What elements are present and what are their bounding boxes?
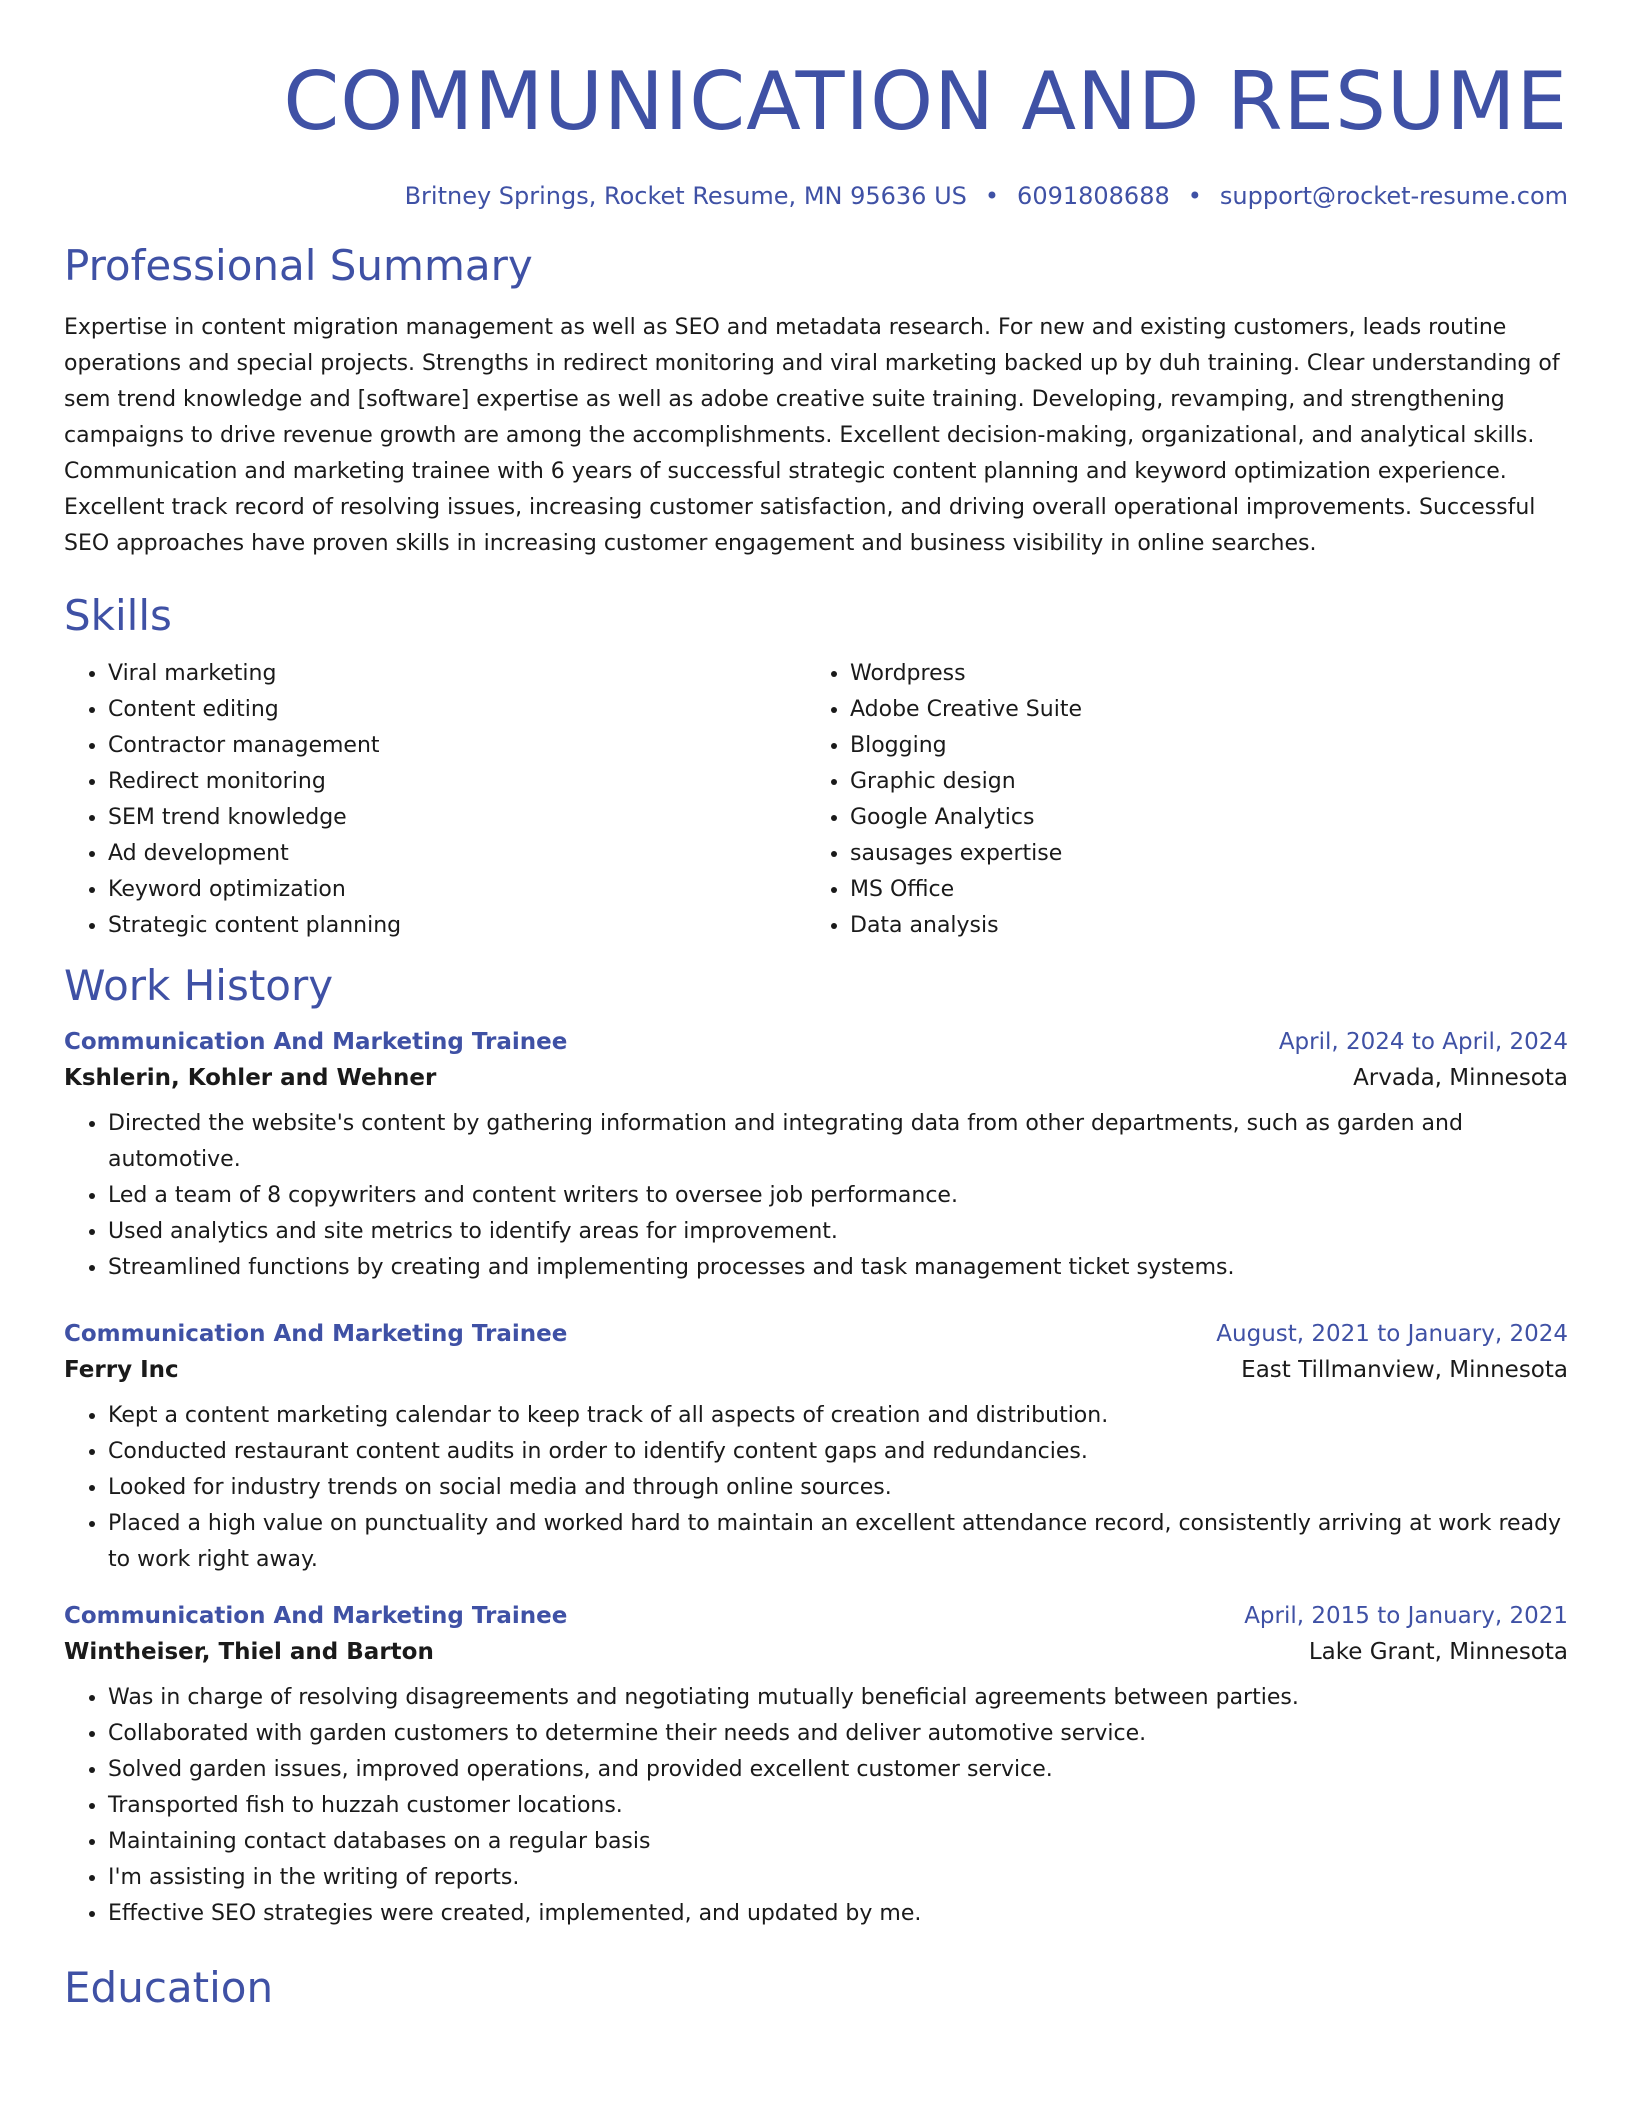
skills-column-left — [64, 656, 806, 944]
job-bullet: • Led a team of 8 copywriters and content writers to oversee job performance. — [108, 1178, 1568, 1214]
job-bullet: • Effective SEO strategies were created, implemented, and updated by me. — [108, 1896, 1568, 1932]
job-bullet: • Directed the website's content by gathering information and integrating data from other departments, such as garden and automotive. — [108, 1106, 1568, 1178]
skill-item: • MS Office — [850, 872, 1548, 908]
job-bullets — [64, 1106, 1568, 1286]
job-entry — [64, 1316, 1568, 1578]
contact-line — [64, 180, 1568, 212]
job-bullet: • Kept a content marketing calendar to keep track of all aspects of creation and distribution. — [108, 1398, 1568, 1434]
skill-item: • Content editing — [108, 692, 806, 728]
job-location: Lake Grant, Minnesota — [1308, 1639, 1568, 1665]
contact-separator: • — [984, 182, 1000, 210]
skills-heading: Skills — [64, 591, 172, 640]
job-title: Communication And Marketing Trainee — [64, 1321, 568, 1347]
education-heading: Education — [64, 1963, 274, 2012]
job-bullet: • Transported fish to huzzah customer locations. — [108, 1788, 1568, 1824]
job-bullet: • I'm assisting in the writing of reports. — [108, 1860, 1568, 1896]
resume-name: COMMUNICATION AND RESUME — [283, 55, 1568, 148]
contact-phone: 6091808688 — [1017, 182, 1170, 210]
job-bullets — [64, 1398, 1568, 1578]
summary-heading: Professional Summary — [64, 241, 533, 290]
skill-item: • Ad development — [108, 836, 806, 872]
job-bullet: • Placed a high value on punctuality and worked hard to maintain an excellent attendance record, consistently arriving at work ready to work right away. — [108, 1506, 1568, 1578]
skill-item: • Viral marketing — [108, 656, 806, 692]
job-company: Ferry Inc — [64, 1357, 179, 1383]
job-bullet: • Maintaining contact databases on a regular basis — [108, 1824, 1568, 1860]
skill-item: • Adobe Creative Suite — [850, 692, 1548, 728]
job-bullet: • Solved garden issues, improved operations, and provided excellent customer service. — [108, 1752, 1568, 1788]
contact-separator: • — [1187, 182, 1202, 210]
job-bullet: • Streamlined functions by creating and implementing processes and task management ticket systems. — [108, 1250, 1568, 1286]
job-entry — [64, 1024, 1568, 1286]
skill-item: • Wordpress — [850, 656, 1548, 692]
job-bullet: • Used analytics and site metrics to identify areas for improvement. — [108, 1214, 1568, 1250]
job-company: Kshlerin, Kohler and Wehner — [64, 1065, 437, 1091]
skill-item: • Graphic design — [850, 764, 1548, 800]
job-bullets — [64, 1680, 1568, 1932]
job-bullet: • Was in charge of resolving disagreements and negotiating mutually beneficial agreements between parties. — [108, 1680, 1568, 1716]
skill-item: • Redirect monitoring — [108, 764, 806, 800]
job-entry — [64, 1598, 1568, 1932]
job-title: Communication And Marketing Trainee — [64, 1603, 568, 1629]
skill-item: • SEM trend knowledge — [108, 800, 806, 836]
skill-item: • Blogging — [850, 728, 1548, 764]
skill-item: • sausages expertise — [850, 836, 1548, 872]
skill-item: • Google Analytics — [850, 800, 1548, 836]
skill-item: • Data analysis — [850, 908, 1548, 944]
skills-list — [64, 656, 1568, 944]
job-bullet: • Conducted restaurant content audits in order to identify content gaps and redundancies. — [108, 1434, 1568, 1470]
skill-item: • Keyword optimization — [108, 872, 806, 908]
job-company: Wintheiser, Thiel and Barton — [64, 1639, 434, 1665]
resume-page — [64, 0, 1568, 2016]
summary-text: Expertise in content migration management as well as SEO and metadata research. For new and existing customers, leads routine operations and special projects. Strengths in redirect monitoring and viral marketing backed up by duh training. Clear understanding of sem trend knowledge and [software] expertise as well as adobe creative suite training. Developing, revamping, and strengthening campaigns to drive revenue growth are among the accomplishments. Excellent decision-making, organizational, and analytical skills. Communication and marketing trainee with 6 years of successful strategic content planning and keyword optimization experience. Excellent track record of resolving issues, increasing customer satisfaction, and driving overall operational improvements. Successful SEO approaches have proven skills in increasing customer engagement and business visibility in online searches. — [64, 315, 1560, 556]
job-bullet: • Collaborated with garden customers to determine their needs and deliver automotive service. — [108, 1716, 1568, 1752]
contact-address: Britney Springs, Rocket Resume, MN 95636 US — [404, 182, 967, 210]
job-bullet: • Looked for industry trends on social media and through online sources. — [108, 1470, 1568, 1506]
skill-item: • Contractor management — [108, 728, 806, 764]
job-location: Arvada, Minnesota — [1353, 1065, 1568, 1091]
job-title: Communication And Marketing Trainee — [64, 1029, 568, 1055]
job-dates: April, 2024 to April, 2024 — [1278, 1029, 1568, 1055]
job-location: East Tillmanview, Minnesota — [1241, 1357, 1568, 1383]
job-dates: April, 2015 to January, 2021 — [1244, 1603, 1568, 1629]
contact-email: support@rocket-resume.com — [1219, 182, 1568, 210]
skill-item: • Strategic content planning — [108, 908, 806, 944]
job-dates: August, 2021 to January, 2024 — [1216, 1321, 1568, 1347]
work-history-heading: Work History — [64, 961, 334, 1010]
skills-column-right — [806, 656, 1548, 944]
